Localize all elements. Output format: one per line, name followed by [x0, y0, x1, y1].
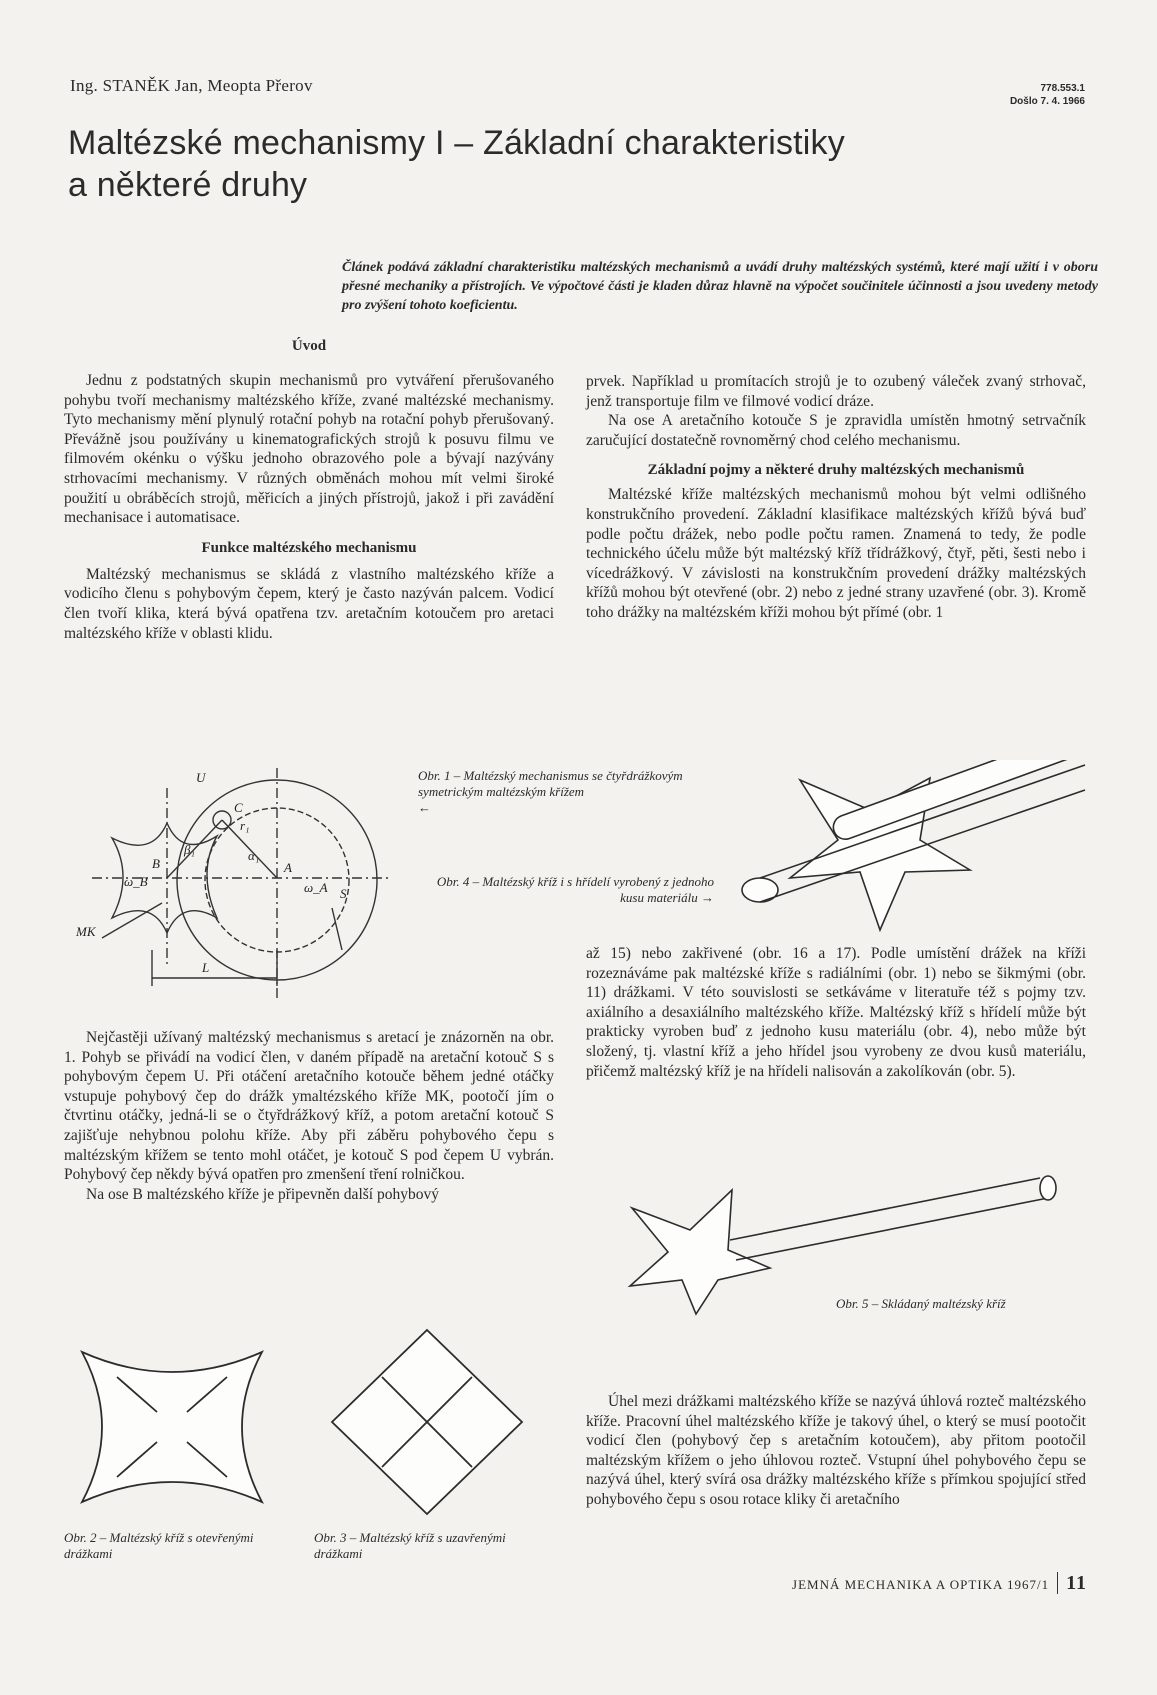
- fig5-shaft-end: [1040, 1176, 1056, 1200]
- caption-fig4-text: Obr. 4 – Maltézský kříž i s hřídelí vyrobený z jednoho kusu materiálu: [436, 874, 714, 905]
- right-bottom-paragraph: Úhel mezi drážkami maltézského kříže se nazývá úhlová rozteč maltézského kříže. Pracovní úhel maltézského kříže je takový úhel, o který se musí pootočit vodicí člen (pohybový čep s aretačním kotoučem), aby přitom pootočil maltézským křížem o jeho úhlovou rozteč. Vstupní úhel pohybového čepu se nazývá úhel, který svírá osa drážky maltézského kříže s přímkou spojující střed pohybového čepu s osou rotace kliky či aretačního: [586, 1393, 1086, 1508]
- figure-2-drawing: [62, 1332, 282, 1522]
- journal-name: JEMNÁ MECHANIKA A OPTIKA 1967/1: [792, 1577, 1050, 1592]
- page-number: 11: [1057, 1572, 1087, 1594]
- left-lower-paragraph-2: Na ose B maltézského kříže je připevněn další pohybový: [86, 1185, 439, 1203]
- figure-4-drawing: [730, 760, 1100, 950]
- right-mid-paragraph: až 15) nebo zakřivené (obr. 16 a 17). Podle umístění drážek na kříži rozeznáváme pak maltézské kříže s radiálními (obr. 1) nebo se šikmými (obr. 11) drážkami. V této souvislosti se setkáváme v literatuře též s pojmy tzv. axiálního a desaxiálního maltézského kříže. Maltézský kříž s hřídelí může být prakticky vyroben buď z jednoho kusu materiálu (obr. 4), nebo může být složený, tj. vlastní kříž a jeho hřídel jsou vyrobeny ze dvou kusů materiálu, přičemž maltézský kříž je na hřídeli nalisován a zakolíkován (obr. 5).: [586, 945, 1086, 1080]
- udc-block: [1010, 82, 1085, 108]
- caption-fig1-arrow: ←: [418, 800, 431, 815]
- caption-fig2: Obr. 2 – Maltézský kříž s otevřenými drážkami: [64, 1530, 254, 1561]
- basics-paragraph: Maltézské kříže maltézských mechanismů mohou být velmi odlišného konstrukčního provedení. Základní klasifikace maltézských křížů bývá buď podle počtu drážek, nebo podle počtu ramen. Znamená to tedy, že podle technického účelu může být maltézský kříž třídrážkový, čtyř, pěti, šesti nebo i vícedrážkový. V závislosti na konstrukčním provedení drážky maltézských křížů mohou být otevřené (obr. 2) nebo z jedné strany uzavřené (obr. 3). Kromě toho drážky na maltézském kříži mohou být přímé (obr. 1: [586, 486, 1086, 621]
- page-footer: [792, 1572, 1087, 1595]
- right-top-paragraph-1: prvek. Například u promítacích strojů je to ozubený váleček zvaný strhovač, jenž transportuje film ve filmové vodicí dráze.: [586, 373, 1086, 410]
- figure-3-drawing: [312, 1322, 542, 1522]
- label-alpha1: α₁: [248, 848, 260, 863]
- title-line-1: Maltézské mechanismy I – Základní charakteristiky: [68, 124, 845, 162]
- label-r1: r₁: [240, 818, 250, 833]
- right-column-bottom: [586, 1392, 1086, 1510]
- fig2-cross-outline: [82, 1352, 262, 1502]
- heading-basics: Základní pojmy a některé druhy maltézských mechanismů: [647, 462, 1025, 479]
- caption-fig5: Obr. 5 – Skládaný maltézský kříž: [836, 1296, 1006, 1311]
- label-omegaB: ω_B: [124, 874, 148, 889]
- label-B: B: [152, 856, 160, 871]
- label-beta1: β₁: [184, 842, 195, 857]
- right-top-paragraph-2: Na ose A aretačního kotouče S je zpravidla umístěn hmotný setrvačník zaručující dostatečně rovnoměrný chod celého mechanismu.: [586, 412, 1086, 449]
- label-MK: MK: [76, 924, 96, 939]
- left-column-lower: [64, 1028, 554, 1204]
- article-title: [68, 122, 998, 206]
- function-paragraph: Maltézský mechanismus se skládá z vlastního maltézského kříže a vodicího členu s pohybovým čepem, který je často nazýván palcem. Vodicí člen tvoří klika, která bývá opatřena tzv. aretačním kotoučem pro aretaci maltézského kříže v oblasti klidu.: [64, 565, 554, 642]
- caption-fig3: Obr. 3 – Maltézský kříž s uzavřenými drážkami: [314, 1530, 506, 1561]
- label-U: U: [196, 770, 206, 785]
- caption-fig4: [414, 874, 714, 906]
- author-line: Ing. STANĚK Jan, Meopta Přerov: [70, 76, 313, 95]
- label-L: L: [202, 960, 210, 975]
- caption-fig1: [418, 768, 736, 816]
- left-column-top: [64, 338, 554, 643]
- intro-paragraph: Jednu z podstatných skupin mechanismů pro vytváření přerušovaného pohybu tvoří mechanismy maltézského kříže, zvané maltézské mechanismy. Tyto mechanismy mění plynulý rotační pohyb na rotační pohyb přerušovaný. Převážně jsou používány u kinematografických strojů k posuvu filmu ve filmovém okénku o výšku jednoho obrazového pole a bývají nazývány strhovacími mechanismy. V různých obměnách mohou mít velmi široké použití u obráběcích strojů, měřicích a jiných přístrojů, jakož i při zavádění mechanisace i automatisace.: [64, 372, 554, 527]
- label-S: S: [340, 886, 347, 901]
- received-date: Došlo 7. 4. 1966: [1009, 96, 1085, 107]
- right-column-top: [586, 372, 1086, 623]
- heading-intro: Úvod: [291, 338, 327, 354]
- label-A: A: [284, 860, 292, 875]
- caption-fig1-text: Obr. 1 – Maltézský mechanismus se čtyřdrážkovým symetrickým maltézským křížem: [418, 768, 683, 799]
- figure-1-diagram: [72, 768, 412, 1004]
- fig5-cross-body: [630, 1190, 770, 1314]
- udc-code: 778.553.1: [1040, 83, 1085, 94]
- heading-function: Funkce maltézského mechanismu: [201, 539, 417, 556]
- abstract: Článek podává základní charakteristiku maltézských mechanismů a uvádí druhy maltézských systémů, které mají užití i v oboru přesné mechaniky a přístrojích. Ve výpočtové části je kladen důraz hlavně na výpočet součinitele účinnosti a jsou uvedeny metody pro zvýšení tohoto koeficientu.: [342, 260, 1098, 313]
- caption-fig4-arrow: →: [701, 890, 714, 905]
- label-C: C: [234, 800, 243, 815]
- title-line-2: a některé druhy: [68, 166, 308, 204]
- left-lower-paragraph-1: Nejčastěji užívaný maltézský mechanismus s aretací je znázorněn na obr. 1. Pohyb se přivádí na vodicí člen, v daném případě na aretační kotouč S s pohybovým čepem U. Při otáčení aretačního kotouče během jedné otáčky vstupuje pohybový čep do drážk ymaltézského kříže MK, pootočí jím o čtvrtinu otáčky, jedná-li se o čtyřdrážkový kříž, a potom aretační kotouč S zajišťuje nehybnou polohu kříže. Aby při záběru pohybového čepu s maltézským křížem se tento mohl otáčet, je kotouč S pod čepem U vybrán. Pohybový čep někdy bývá opatřen pro zmenšení tření rolničkou.: [64, 1029, 554, 1184]
- label-omegaA: ω_A: [304, 880, 328, 895]
- right-column-mid: [586, 944, 1086, 1081]
